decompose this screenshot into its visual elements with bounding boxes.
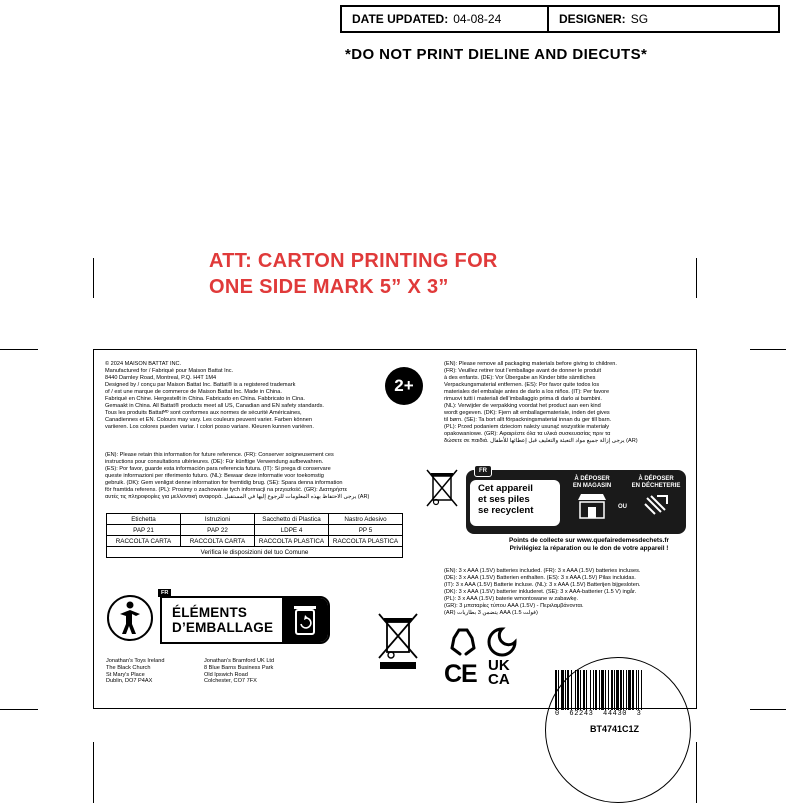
barcode-bar <box>590 670 591 710</box>
crop-mark <box>0 349 38 350</box>
elements-line-2: D’EMBALLAGE <box>172 620 274 635</box>
table-cell: RACCOLTA PLASTICA <box>255 536 329 547</box>
address-ireland <box>106 658 165 685</box>
barcode <box>553 670 685 710</box>
remove-line: (EN): Please remove all packaging materials before giving to children. <box>444 361 617 367</box>
company-line: Canadiennes et EN. Colours may vary. Les couleurs peuvent varier. Farben können <box>105 417 312 423</box>
age-badge: 2+ <box>385 367 423 405</box>
address-line: St Mary's Place <box>106 671 145 678</box>
ukca-line: UK <box>488 657 510 674</box>
battery-line: (AR) يتضمن 3 بطاريات AAA (1.5 فولت) <box>444 610 538 616</box>
address-line: Jonathan's Bramford UK Ltd <box>204 658 275 664</box>
battery-line: (EN): 3 x AAA (1.5V) batteries included. (FR): 3 x AAA (1.5V) batteries incluses. <box>444 568 641 574</box>
retain-line: instructions pour consultations ultérieures. (DE): Für künftige Verwendung aufbewahren. <box>105 459 324 465</box>
barcode-bar <box>632 670 634 710</box>
table-cell: RACCOLTA CARTA <box>181 536 255 547</box>
barcode-bar <box>628 670 631 710</box>
barcode-bar <box>577 670 579 710</box>
address-line: Jonathan's Toys Ireland <box>106 658 165 664</box>
barcode-bar <box>586 670 587 710</box>
retain-line: (ES): Por favor, guarde esta información para referencia futura. (IT): Si prega di conservare <box>105 466 331 472</box>
barcode-bar <box>575 670 576 710</box>
barcode-bar <box>608 670 609 710</box>
table-cell: Istruzioni <box>181 514 255 525</box>
fr-privilege-line: Privilégiez la réparation ou le don de votre appareil ! <box>509 545 669 552</box>
barcode-bar <box>599 670 600 710</box>
recycle-bin-icon <box>282 598 328 642</box>
crop-mark <box>750 709 786 710</box>
company-line: Manufactured for / Fabriqué pour Maison Battat Inc. <box>105 368 234 374</box>
barcode-digit: 62243 <box>569 710 594 718</box>
barcode-bar <box>595 670 597 710</box>
barcode-bar <box>571 670 572 710</box>
table-cell: PAP 22 <box>181 525 255 536</box>
address-uk <box>204 658 274 685</box>
fr-main-line: Cet appareil <box>478 483 533 494</box>
address-line: Dublin, DO7 P4AX <box>106 678 153 685</box>
company-line: of / est une marque de commerce de Maison Battat Inc. Made in China. <box>105 389 282 395</box>
barcode-bar <box>626 670 627 710</box>
company-info <box>105 361 390 431</box>
header-box <box>340 5 780 33</box>
fr-recycle-banner <box>466 470 686 534</box>
elements-fr-tag: FR <box>158 589 171 597</box>
address-line: Old Ipswich Road <box>204 671 248 678</box>
barcode-digits <box>555 710 641 718</box>
fr-ou: OU <box>618 504 627 510</box>
retain-line: gebruik. (DK): Gem venligst denne information for fremtidig brug. (SE): Spara denna information <box>105 480 343 486</box>
remove-line: (PL): Przed podaniem dzieciom należy usunąć wszystkie materiały <box>444 424 610 430</box>
barcode-bar <box>561 670 564 710</box>
remove-line: δώσετε σε παιδιά. يرجى إزالة جميع مواد التعبئة والتغليف قبل إعطائها للأطفال (AR) <box>444 438 638 444</box>
company-line: variieren. Los colores pueden variar. I colori posso variare. Kleuren kunnen variëren. <box>105 424 314 430</box>
elements-emballage-banner <box>160 596 330 644</box>
fr-col-line: À DÉPOSER <box>574 476 610 482</box>
date-updated-cell <box>342 7 549 31</box>
crop-mark <box>93 258 94 298</box>
company-line: Designed by / conçu par Maison Battat Inc. Battat® is a registered trademark <box>105 382 296 388</box>
barcode-bar <box>567 670 569 710</box>
crop-mark <box>750 349 786 350</box>
fr-main-line: se recyclent <box>478 505 534 516</box>
date-updated-label: DATE UPDATED: <box>352 12 449 26</box>
sku-code: BT4741C1Z <box>590 724 640 734</box>
barcode-bar <box>620 670 622 710</box>
company-line: © 2024 MAISON BATTAT INC. <box>105 361 182 367</box>
carton-label <box>93 349 697 709</box>
barcode-digit: 0 <box>555 710 560 718</box>
table-row <box>107 514 403 525</box>
att-line-1: ATT: CARTON PRINTING FOR <box>209 250 498 272</box>
table-cell: LDPE 4 <box>255 525 329 536</box>
company-line: 8440 Darnley Road, Montreal, P.Q. H4T 1M4 <box>105 375 217 381</box>
barcode-bar <box>636 670 637 710</box>
table-row <box>107 547 403 558</box>
table-cell: PP 5 <box>329 525 403 536</box>
address-line: 8 Blue Barns Business Park <box>204 664 274 671</box>
table-row <box>107 525 403 536</box>
company-line: Gemaakt in China. All Battat® products meet all US, Canadian and EN safety standards. <box>105 403 324 409</box>
barcode-bar <box>616 670 619 710</box>
crop-mark <box>696 742 697 803</box>
address-line: The Black Church <box>106 664 151 671</box>
ukca-mark <box>488 659 510 687</box>
fr-col-line: À DÉPOSER <box>638 476 674 482</box>
fr-appareil-box <box>470 480 560 526</box>
dieline-warning: *DO NOT PRINT DIELINE AND DIECUTS* <box>345 46 648 63</box>
remove-line: wordt gegeven. (DK): Fjern alt emballagemateriale, inden det gives <box>444 410 610 416</box>
barcode-digit: 3 <box>636 710 642 718</box>
fr-main-line: et ses piles <box>478 494 530 505</box>
barcode-bar <box>638 670 639 710</box>
table-row <box>107 536 403 547</box>
barcode-bar <box>580 670 581 710</box>
barcode-bar <box>593 670 594 710</box>
designer-label: DESIGNER: <box>559 12 626 26</box>
date-updated-value: 04-08-24 <box>453 12 502 26</box>
remove-line: (FR): Veuillez retirer tout l’emballage avant de donner le produit <box>444 368 602 374</box>
retain-line: queste informazioni per riferimento futuro. (NL): Bewaar deze informatie voor toekomstig <box>105 473 324 479</box>
designer-value: SG <box>630 12 649 26</box>
remove-line: opakowaniowe. (GR): Αφαιρέστε όλα τα υλικά συσκευασίας πριν τα <box>444 431 611 437</box>
remove-packaging-info <box>444 361 694 445</box>
att-note <box>209 248 498 300</box>
table-cell: PAP 21 <box>107 525 181 536</box>
weee-bin-icon <box>376 612 420 670</box>
barcode-bar <box>558 670 559 710</box>
table-cell: Etichetta <box>107 514 181 525</box>
barcode-bar <box>555 670 557 710</box>
fr-points-collecte <box>494 537 684 553</box>
fr-store-column <box>564 476 620 523</box>
battery-line: (PL): 3 x AAA (1.5V) baterie wmontowane w zabawkę. <box>444 596 579 602</box>
retain-line: (EN): Please retain this information for future reference. (FR): Conserver soigneusement ces <box>105 452 334 458</box>
retain-line: αυτές τις πληροφορίες για μελλοντική αναφορά. يرجى الاحتفاظ بهذه المعلومات للرجوع إليها في المستقبل (AR) <box>105 494 370 500</box>
recycling-table <box>106 513 403 558</box>
att-line-2: ONE SIDE MARK 5” X 3” <box>209 276 449 298</box>
crop-mark <box>93 742 94 803</box>
recycle-arrows-icon <box>446 626 480 658</box>
barcode-bar <box>611 670 613 710</box>
battery-line: (DK): 3 x AAA (1.5V) batterier inkluderet. (SE): 3 x AAA-batterier (1.5 V) ingår. <box>444 589 637 595</box>
battery-line: (DE): 3 x AAA (1.5V) Batterien enthalten. (ES): 3 x AAA (1.5V) Pilas incluidas. <box>444 575 636 581</box>
company-line: Fabriqué en Chine. Hergestellt in China. Fabricado en China. Fabbricato in Cina. <box>105 396 305 402</box>
fr-dump-column <box>628 476 684 523</box>
address-line: Colchester, CO7 7FX <box>204 678 257 685</box>
retain-info <box>105 452 425 501</box>
remove-line: til børn. (SE): Ta bort allt förpackningsmaterial innan du ger till barn. <box>444 417 612 423</box>
barcode-bar <box>601 670 604 710</box>
barcode-bar <box>565 670 566 710</box>
fr-col-line: EN DÉCHETERIE <box>631 483 681 489</box>
store-icon <box>575 492 609 520</box>
dump-hand-icon <box>641 492 671 520</box>
crop-mark <box>0 709 38 710</box>
ukca-line: CA <box>488 671 510 688</box>
crop-mark <box>696 258 697 298</box>
battery-line: (IT): 3 x AAA (1.5V) Batterie incluse. (NL): 3 x AAA (1.5V) Batterijen bijgesloten. <box>444 582 641 588</box>
table-cell: RACCOLTA PLASTICA <box>329 536 403 547</box>
barcode-bar <box>614 670 615 710</box>
weee-bin-icon <box>424 468 460 508</box>
table-cell: Nastro Adesivo <box>329 514 403 525</box>
table-cell: RACCOLTA CARTA <box>107 536 181 547</box>
fr-col-line: EN MAGASIN <box>572 483 612 489</box>
designer-cell <box>549 7 648 31</box>
batteries-info <box>444 568 694 617</box>
remove-line: Verpackungsmaterial entfernen. (ES): Por favor quite todos los <box>444 382 600 388</box>
elements-line-1: ÉLÉMENTS <box>172 605 248 620</box>
remove-line: materiales del embalaje antes de darlo a los niños. (IT): Per favore <box>444 389 610 395</box>
barcode-bar <box>605 670 606 710</box>
remove-line: rimuovi tutti i materiali dell’imballaggio prima di darlo ai bambini. <box>444 396 602 402</box>
barcode-bar <box>623 670 624 710</box>
barcode-digit: 44430 <box>603 710 628 718</box>
retain-line: för framtida referens. (PL): Prosimy o zachowanie tych informacji na przyszłość. (GR): Διατηρήστε <box>105 487 348 493</box>
fr-points-line: Points de collecte sur www.quefairedemesdechets.fr <box>509 537 669 544</box>
barcode-bar <box>583 670 585 710</box>
table-cell: Sacchetto di Plastica <box>255 514 329 525</box>
remove-line: (NL): Verwijder de verpakking voordat het product aan een kind <box>444 403 601 409</box>
elements-emballage-text <box>172 605 273 635</box>
company-line: Tous les produits Battatᴹᴰ sont conformes aux normes de sécurité Américaines, <box>105 410 302 416</box>
fr-tag: FR <box>474 465 492 477</box>
triman-icon <box>106 594 154 642</box>
battery-line: (GR): 3 μπαταρίες τύπου AAA (1.5V) - Περιλαμβάνονται. <box>444 603 584 609</box>
barcode-bar <box>641 670 642 710</box>
ce-mark: CE <box>444 660 477 688</box>
remove-line: à des enfants. (DE): Vor Übergabe an Kinder bitte sämtliches <box>444 375 596 381</box>
table-footer-cell: Verifica le disposizioni del tuo Comune <box>107 547 403 558</box>
green-dot-icon <box>486 626 518 658</box>
